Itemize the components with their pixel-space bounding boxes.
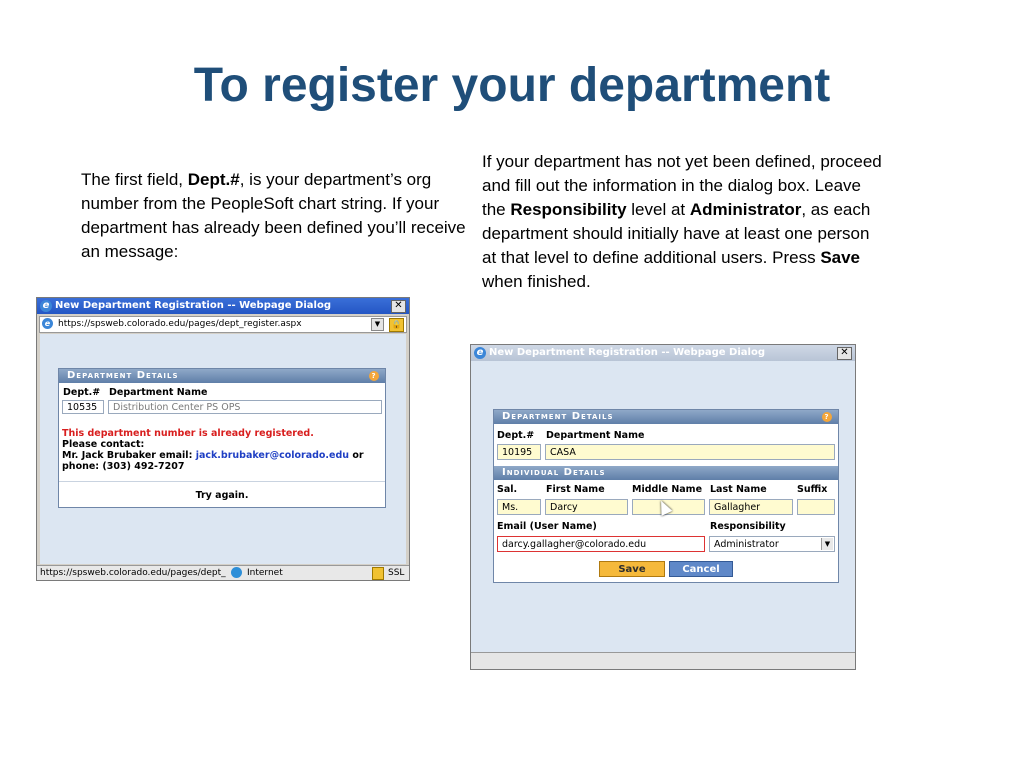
address-bar[interactable] bbox=[39, 316, 407, 333]
cancel-button[interactable]: Cancel bbox=[669, 561, 733, 577]
dialog-titlebar[interactable] bbox=[471, 345, 855, 361]
contact-email-link[interactable]: jack.brubaker@colorado.edu bbox=[195, 450, 350, 461]
suffix-label: Suffix bbox=[797, 484, 828, 495]
first-name-input[interactable]: Darcy bbox=[545, 499, 628, 515]
section-header bbox=[494, 466, 838, 480]
ie-icon: e bbox=[42, 318, 53, 329]
contact-line2: Mr. Jack Brubaker email: jack.brubaker@colorado.edu or bbox=[62, 450, 364, 461]
middle-name-label: Middle Name bbox=[632, 484, 703, 495]
section-header bbox=[59, 369, 385, 383]
dept-name-input[interactable]: Distribution Center PS OPS bbox=[108, 400, 382, 414]
contact-line1: Please contact: bbox=[62, 439, 145, 450]
dept-name-label: Department Name bbox=[546, 430, 645, 441]
sal-label: Sal. bbox=[497, 484, 518, 495]
email-input[interactable]: darcy.gallagher@colorado.edu bbox=[497, 536, 705, 552]
department-details-panel bbox=[58, 368, 386, 508]
section-title: Department Details bbox=[67, 370, 179, 381]
dept-number-input[interactable]: 10195 bbox=[497, 444, 541, 460]
address-url: https://spsweb.colorado.edu/pages/dept_register.aspx bbox=[58, 319, 302, 329]
status-ssl: SSL bbox=[388, 568, 405, 578]
error-message: This department number is already registered. bbox=[62, 428, 314, 439]
dept-number-input[interactable]: 10535 bbox=[62, 400, 104, 414]
chevron-down-icon[interactable]: ▼ bbox=[821, 538, 833, 550]
dialog-title: New Department Registration -- Webpage Dialog bbox=[55, 300, 331, 311]
last-name-input[interactable]: Gallagher bbox=[709, 499, 793, 515]
dept-name-input[interactable]: CASA bbox=[545, 444, 835, 460]
dept-label: Dept.# bbox=[63, 387, 101, 398]
try-again-link[interactable]: Try again. bbox=[195, 490, 249, 501]
close-icon[interactable]: ✕ bbox=[837, 347, 852, 360]
status-zone: Internet bbox=[247, 568, 283, 578]
status-bar bbox=[37, 565, 409, 580]
salutation-input[interactable]: Ms. bbox=[497, 499, 541, 515]
ie-icon: e bbox=[40, 300, 52, 312]
ie-icon: e bbox=[474, 347, 486, 359]
lock-icon bbox=[372, 567, 384, 580]
globe-icon bbox=[231, 567, 242, 578]
dialog-title: New Department Registration -- Webpage Dialog bbox=[489, 347, 765, 358]
save-button[interactable]: Save bbox=[599, 561, 665, 577]
first-name-label: First Name bbox=[546, 484, 605, 495]
email-label: Email (User Name) bbox=[497, 521, 597, 532]
responsibility-label: Responsibility bbox=[710, 521, 786, 532]
dept-label: Dept.# bbox=[497, 430, 535, 441]
registration-dialog bbox=[470, 344, 856, 670]
responsibility-select[interactable] bbox=[709, 536, 835, 552]
department-details-panel bbox=[493, 409, 839, 583]
help-icon[interactable]: ? bbox=[369, 371, 379, 381]
lock-icon[interactable]: 🔒 bbox=[389, 318, 404, 332]
dept-name-label: Department Name bbox=[109, 387, 208, 398]
slide-title: To register your department bbox=[193, 59, 831, 112]
last-name-label: Last Name bbox=[710, 484, 767, 495]
registered-dialog bbox=[36, 297, 410, 581]
contact-line3: phone: (303) 492-7207 bbox=[62, 461, 185, 472]
section-title: Individual Details bbox=[502, 467, 606, 478]
suffix-input[interactable] bbox=[797, 499, 835, 515]
close-icon[interactable]: ✕ bbox=[391, 300, 406, 313]
intro-paragraph: The first field, Dept.#, is your department’s org number from the PeopleSoft chart string. If your department has already been defined you’ll receive an message: bbox=[81, 170, 466, 261]
help-icon[interactable]: ? bbox=[822, 412, 832, 422]
instructions-paragraph: If your department has not yet been defined, proceed and fill out the information in the dialog box. Leave the Responsibility level at Administrator, as each department should initially have at least one person at that level to define additional users. Press Save when finished. bbox=[482, 152, 882, 291]
dialog-titlebar[interactable] bbox=[37, 298, 409, 314]
section-title: Department Details bbox=[502, 411, 614, 422]
status-bar bbox=[471, 652, 855, 669]
dialog-content bbox=[40, 334, 406, 564]
divider bbox=[59, 481, 385, 482]
section-header bbox=[494, 410, 838, 424]
responsibility-value: Administrator bbox=[714, 539, 779, 550]
chevron-down-icon[interactable]: ▼ bbox=[371, 318, 384, 331]
status-url: https://spsweb.colorado.edu/pages/dept_ bbox=[40, 568, 226, 578]
